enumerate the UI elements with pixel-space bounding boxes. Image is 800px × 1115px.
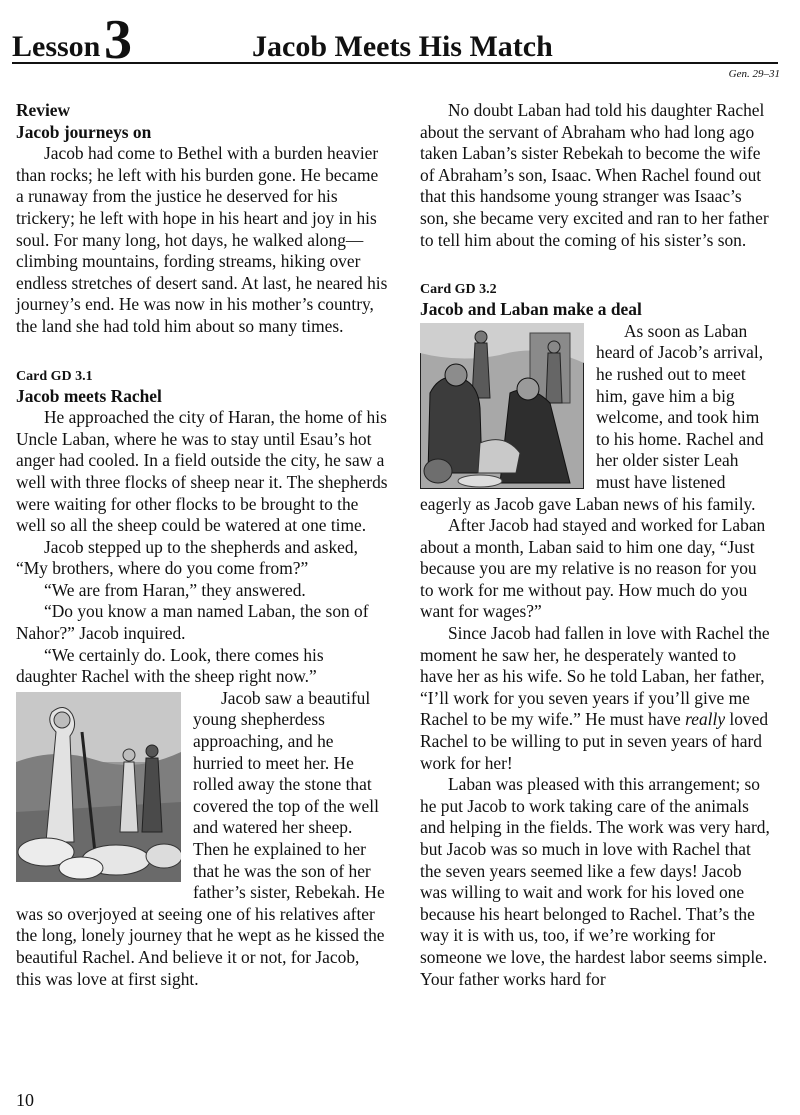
text-run: Since Jacob had fallen in love with Rachel the moment he saw her, he desperately wanted to have her as his wife. So he told Laban, her father, “I’ll work for you seven years if you’ll give me Rachel to be my wife.” He must have bbox=[420, 623, 770, 730]
jacob-laban-illustration bbox=[420, 323, 584, 489]
paragraph: “We are from Haran,” they answered. bbox=[44, 579, 306, 600]
paragraph: “We certainly do. Look, there comes his daughter Rachel with the sheep right now.” bbox=[16, 644, 324, 687]
paragraph: He approached the city of Haran, the home of his Uncle Laban, where he was to stay until Esau’s hot anger had cooled. In a field outside the city, he saw a well with three flocks of sheep near it. The shepherds were waiting for other flocks to be brought to the well so all the sheep could be watered at one time. bbox=[16, 407, 388, 536]
paragraph: “Do you know a man named Laban, the son of Nahor?” Jacob inquired. bbox=[16, 601, 369, 644]
rachel-shepherdess-illustration bbox=[16, 692, 181, 882]
paragraph: After Jacob had stayed and worked for Laban about a month, Laban said to him one day, “Just because you are my relative is no reason for you to work for me without pay. How much do you want for wages?” bbox=[420, 515, 766, 622]
page-number: 10 bbox=[16, 1090, 34, 1110]
card-label: Card GD 3.1 bbox=[16, 368, 93, 384]
review-heading: Review bbox=[16, 100, 71, 120]
paragraph: As soon as Laban heard of Jacob’s arrival, he rushed out to meet him, gave him a big welcome, and took him to his home. Rachel and her older sister Leah must have listened eagerly as Jacob gave Laban news of his family. bbox=[420, 320, 764, 514]
section-heading-deal: Jacob and Laban make a deal bbox=[420, 299, 642, 320]
paragraph: No doubt Laban had told his daughter Rachel about the servant of Abraham who had long ago taken Laban’s sister Rebekah to become the wife of Abraham’s son, Isaac. When Rachel found out that this handsome young stranger was Isaac’s son, she became very excited and ran to her father to tell him about the coming of his sister’s son. bbox=[420, 100, 769, 250]
card-label: Card GD 3.2 bbox=[420, 282, 497, 298]
paragraph bbox=[420, 623, 770, 774]
left-column bbox=[16, 100, 388, 990]
header-rule bbox=[12, 62, 778, 64]
lesson-number: 3 bbox=[104, 9, 132, 71]
section-heading-rachel: Jacob meets Rachel bbox=[16, 385, 162, 406]
emphasis-text: really bbox=[685, 709, 726, 730]
paragraph: Jacob had come to Bethel with a burden heavier than rocks; he left with his burden gone. He became a runaway from the justice he deserved for his trickery; he left with hope in his heart and joy in his soul. For many long, hot days, he walked along—climbing mountains, fording streams, hiking over endless stretches of desert sand. At last, he neared his journey’s end. He was now in his mother’s country, the land she had told him about so many times. bbox=[16, 143, 388, 336]
paragraph: Laban was pleased with this arrangement; so he put Jacob to work taking care of the animals and helping in the fields. The work was very hard, but Jacob was so much in love with Rachel that the seven years seemed like a few days! Jacob was willing to wait and work for his loved one because his heart belonged to Rachel. That’s the way it is with us, too, if we’re working for someone we love, the hardest labor seems simple. Your father works hard for bbox=[420, 774, 770, 989]
lesson-label: Lesson bbox=[12, 30, 101, 63]
paragraph: Jacob stepped up to the shepherds and asked, “My brothers, where do you come from?” bbox=[16, 536, 358, 579]
text-run: loved Rachel to be willing to put in seven years of hard work for her! bbox=[420, 709, 769, 773]
scripture-reference: Gen. 29–31 bbox=[728, 68, 780, 80]
lesson-title: Jacob Meets His Match bbox=[252, 30, 553, 63]
lesson-header bbox=[12, 9, 778, 71]
right-column bbox=[420, 100, 770, 990]
paragraph: Jacob saw a beautiful young shepherdess approaching, and he hurried to meet her. He rolled away the stone that covered the top of the well and watered her sheep. Then he explained to her that he was the son of her father’s sister, Rebekah. He was so overjoyed at seeing one of his relatives after the long, lonely journey that he wept as he kissed the beautiful Rachel. And believe it or not, for Jacob, this was love at first sight. bbox=[16, 687, 385, 989]
section-heading-journey: Jacob journeys on bbox=[16, 121, 152, 142]
